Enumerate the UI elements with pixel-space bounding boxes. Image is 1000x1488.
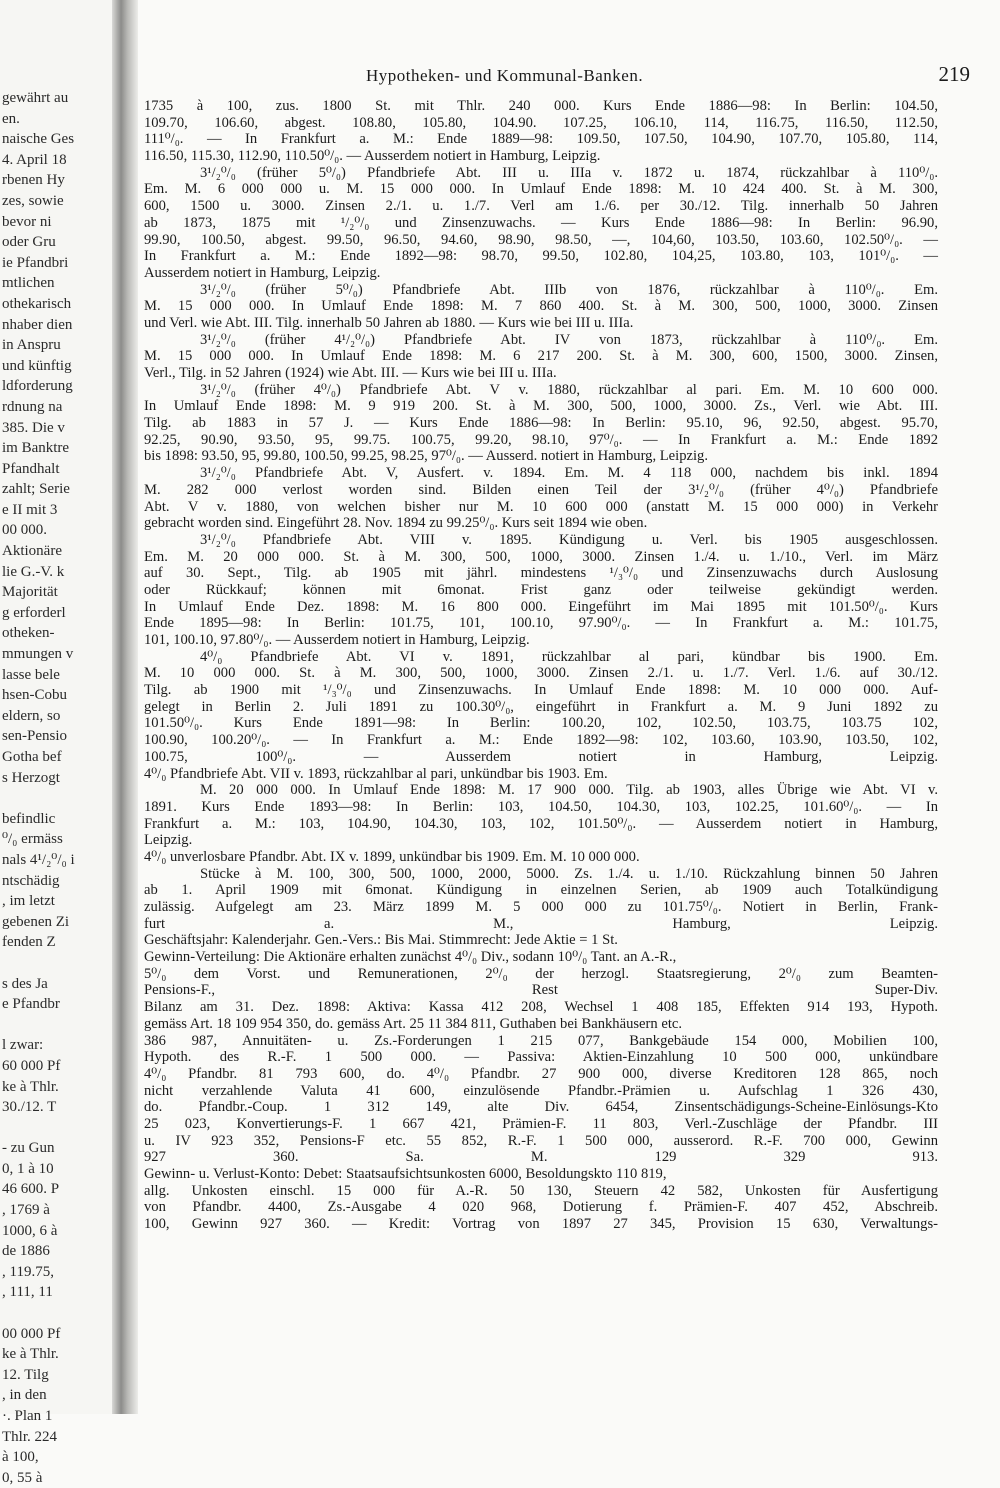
left-page-line: 46 600. P	[2, 1181, 60, 1198]
text-line: In Umlauf Ende 1898: M. 9 919 200. St. à M. 300, 500, 1000, 3000. Zs., Verl. wie Abt. III.	[144, 398, 938, 415]
left-page-line: otheken-	[2, 625, 55, 642]
left-page-line: und künftig	[2, 357, 72, 374]
text-line: Em. M. 6 000 000 u. M. 15 000 000. In Umlauf Ende 1898: M. 10 424 400. St. à M. 300,	[144, 181, 938, 198]
left-page-line: zes, sowie	[2, 192, 64, 209]
text-line: auf 30. Sept., Tilg. ab 1905 mit jährl. mindestens ¹/₃⁰/₀ und Zinsenzuwachs durch Auslosung	[144, 565, 938, 582]
book-gutter	[112, 0, 138, 1414]
left-page-line: 60 000 Pf	[2, 1057, 61, 1074]
text-line: Frankfurt a. M.: 103, 104.90, 104.30, 103, 102, 101.50⁰/₀. — Ausserdem notiert in Hamburg,	[144, 815, 938, 832]
left-page-line: eldern, so	[2, 707, 61, 724]
text-line: Verl., Tilg. in 52 Jahren (1924) wie Abt. III. — Kurs wie bei III u. IIIa.	[144, 365, 557, 381]
left-page-line: 1000, 6 à	[2, 1222, 58, 1239]
text-line: Gewinn- u. Verlust-Konto: Debet: Staatsaufsichtsunkosten 6000, Besoldungskto 110 819,	[144, 1166, 667, 1182]
text-line: 3¹/₂⁰/₀ Pfandbriefe Abt. VIII v. 1895. Kündigung u. Verl. bis 1905 ausgeschlossen.	[200, 531, 938, 548]
text-line: Tilg. ab 1900 mit ¹/₃⁰/₀ und Zinsenzuwachs. In Umlauf Ende 1898: M. 10 000 000. Auf-	[144, 682, 938, 699]
text-line: ab 1. April 1909 mit 6monat. Kündigung in einzelnen Serien, ab 1909 auch Totalkündigung	[144, 882, 938, 899]
left-page-line: Aktionäre	[2, 543, 62, 560]
text-line: 3¹/₂⁰/₀ (früher 4¹/₂⁰/₀) Pfandbriefe Abt. IV von 1873, rückzahlbar à 110⁰/₀. Em.	[200, 331, 938, 348]
left-page-line: befindlic	[2, 810, 56, 827]
text-line: Tilg. ab 1883 in 57 J. — Kurs Ende 1886—98: In Berlin: 95.10, 96, 92.50, abgest. 95.70,	[144, 415, 938, 432]
text-line: Bilanz am 31. Dez. 1898: Aktiva: Kassa 412 208, Wechsel 1 408 185, Effekten 914 193, Hypoth.	[144, 999, 938, 1016]
left-page-line: oder Gru	[2, 234, 56, 251]
text-line: 100, Gewinn 927 360. — Kredit: Vortrag von 1897 27 345, Provision 15 630, Verwaltungs-	[144, 1216, 938, 1233]
left-page-line: gebenen Zi	[2, 913, 70, 930]
text-line: M. 20 000 000. In Umlauf Ende 1898: M. 17 900 000. Tilg. ab 1903, alles Übrige wie Abt. VI v.	[200, 782, 938, 799]
text-line: ab 1873, 1875 mit ¹/₂⁰/₀ und Zinsenzuwachs. — Kurs Ende 1886—98: In Berlin: 96.90,	[144, 214, 938, 231]
left-page-line: , 119.75,	[2, 1263, 54, 1280]
text-line: 92.25, 90.90, 93.50, 95, 99.75. 100.75, 99.20, 98.10, 97⁰/₀. — In Frankfurt a. M.: Ende 1892	[144, 431, 938, 448]
left-page-line: Thlr. 224	[2, 1428, 57, 1445]
left-page-line: Gotha bef	[2, 749, 62, 765]
text-line: 111⁰/₀. — In Frankfurt a. M.: Ende 1889—98: 109.50, 107.50, 104.90, 107.70, 105.80, 114,	[144, 131, 938, 148]
text-line: nicht verzahlende Valuta 41 600, einzulösende Pfandbr.-Prämien u. Aufschlag 1 326 430,	[144, 1082, 938, 1099]
text-line: Geschäftsjahr: Kalenderjahr. Gen.-Vers.: Bis Mai. Stimmrecht: Jede Aktie = 1 St.	[144, 932, 618, 949]
left-page-fragment	[0, 0, 118, 1486]
left-page-line: lasse bele	[2, 666, 60, 683]
text-line: gebracht worden sind. Eingeführt 28. Nov. 1894 zu 99.25⁰/₀. Kurs seit 1894 wie oben.	[144, 515, 648, 532]
text-line: 927 360. Sa. M. 129 329 913.	[144, 1149, 938, 1166]
text-line: 3¹/₂⁰/₀ (früher 5⁰/₀) Pfandbriefe Abt. III u. IIIa v. 1872 u. 1874, rückzahlbar à 110⁰/₀.	[200, 164, 938, 181]
text-line: Abt. V v. 1880, von welchen bisher nur M. 10 600 000 (anstatt M. 15 000 000) in Verkehr	[144, 498, 938, 515]
text-line: zulässig. Aufgelegt am 23. März 1899 M. 5 000 000 zu 101.75⁰/₀. Notiert in Berlin, Frank-	[144, 899, 938, 915]
text-line: Ende 1895—98: In Berlin: 101.75, 101, 100.10, 97.90⁰/₀. — In Frankfurt a. M.: 101.75,	[144, 615, 938, 632]
text-line: 99.90, 100.50, abgest. 99.50, 96.50, 94.60, 98.90, 98.50, —, 104,60, 103.50, 103.60, 102.50⁰/₀. —	[144, 231, 938, 248]
text-line: 100.90, 100.20⁰/₀. — In Frankfurt a. M.: Ende 1892—98: 102, 103.60, 103.90, 103.50, 102,	[144, 732, 938, 749]
text-line: und Verl. wie Abt. III. Tilg. innerhalb 50 Jahren ab 1880. — Kurs wie bei III u. IIIa.	[144, 314, 634, 331]
left-page-line: mmungen v	[2, 646, 74, 663]
text-line: In Frankfurt a. M.: Ende 1892—98: 98.70, 99.50, 102.80, 104,25, 103.80, 103, 101⁰/₀. —	[144, 248, 938, 265]
left-page-line: de 1886	[2, 1243, 50, 1260]
left-page-line: 12. Tilg	[2, 1366, 49, 1383]
left-page-line: ⁰/₀ ermäss	[2, 831, 63, 848]
text-line: M. 15 000 000. In Umlauf Ende 1898: M. 7 860 400. St. à M. 300, 500, 1000, 3000. Zinsen	[144, 298, 938, 315]
text-line: allg. Unkosten einschl. 15 000 für A.-R. 50 130, Steuern 42 582, Unkosten für Ausfertigung	[144, 1182, 938, 1199]
text-line: In Umlauf Ende Dez. 1898: M. 16 800 000. Eingeführt im Mai 1895 mit 101.50⁰/₀. Kurs	[144, 598, 938, 615]
left-page-line: othekarisch	[2, 295, 72, 312]
left-page-line: hsen-Cobu	[2, 687, 67, 704]
left-page-line: l zwar:	[2, 1037, 44, 1054]
text-line: 116.50, 115.30, 112.90, 110.50⁰/₀. — Ausserdem notiert in Hamburg, Leipzig.	[144, 148, 601, 165]
text-line: 5⁰/₀ dem Vorst. und Remunerationen, 2⁰/₀ der herzogl. Staatsregierung, 2⁰/₀ zum Beamten-	[144, 965, 938, 982]
left-page-line: ntschädig	[2, 872, 60, 889]
text-line: M. 10 000 000. St. à M. 300, 500, 1000, 3000. Zinsen 2./1. u. 1./7. Verl. 1./6. auf 30./12.	[144, 665, 938, 682]
left-page-line: rdnung na	[2, 398, 63, 415]
left-page-line: , 1769 à	[2, 1202, 50, 1219]
text-line: oder Rückkauf; können mit 6monat. Frist ganz oder teilweise gekündigt werden.	[144, 581, 938, 598]
text-line: 386 987, Annuitäten- u. Zs.-Forderungen 1 215 077, Bankgebäude 154 000, Mobilien 100,	[144, 1032, 938, 1049]
text-line: 3¹/₂⁰/₀ Pfandbriefe Abt. V, Ausfert. v. 1894. Em. M. 4 118 000, nachdem bis inkl. 1894	[200, 465, 938, 482]
text-line: 101.50⁰/₀. Kurs Ende 1891—98: In Berlin: 100.20, 102, 102.50, 103.75, 103.75 102,	[144, 715, 938, 732]
left-page-line: g erforderl	[2, 604, 66, 621]
left-page-line: s des Ja	[2, 975, 48, 992]
text-line: Em. M. 20 000 000. St. à M. 300, 500, 1000, 3000. Zinsen 1./4. u. 1./10., Verl. im März	[144, 548, 938, 565]
left-page-line: e II mit 3	[2, 501, 58, 518]
text-line: Gewinn-Verteilung: Die Aktionäre erhalten zunächst 4⁰/₀ Div., sodann 10⁰/₀ Tant. an A.-R.,	[144, 949, 677, 966]
body-text	[144, 98, 938, 1233]
text-line: u. IV 923 352, Pensions-F etc. 55 852, R.-F. 1 500 000, ausserord. R.-F. 700 000, Gewinn	[144, 1132, 938, 1149]
left-page-line: ke à Thlr.	[2, 1346, 59, 1363]
left-page-line: ·. Plan 1	[2, 1408, 53, 1424]
left-page-line: 4. April 18	[2, 151, 67, 168]
text-line: 4⁰/₀ unverlosbare Pfandbr. Abt. IX v. 1899, unkündbar bis 1909. Em. M. 10 000 000.	[144, 848, 640, 865]
left-page-line: ke à Thlr.	[2, 1078, 59, 1095]
left-page-line: , 111, 11	[2, 1284, 53, 1301]
text-line: Pensions-F., Rest Super-Div.	[144, 982, 938, 999]
text-line: bis 1898: 93.50, 95, 99.80, 100.50, 99.25, 98.25, 97⁰/₀. — Ausserd. notiert in Hamburg, Leipzig.	[144, 448, 708, 465]
left-page-line: nhaber dien	[2, 316, 73, 333]
left-page-line: im Banktre	[2, 440, 70, 457]
left-page-line: bevor ni	[2, 213, 52, 230]
left-page-line: sen-Pensio	[2, 728, 67, 745]
text-line: Leipzig.	[144, 832, 193, 849]
text-line: 600, 1500 u. 3000. Zinsen 2./1. u. 1./7. Verl am 1./6. per 30./12. Tilg. innerhalb 50 Jahren	[144, 198, 938, 215]
text-line: Stücke à M. 100, 300, 500, 1000, 2000, 5000. Zs. 1./4. u. 1./10. Rückzahlung binnen 50 Jahren	[200, 865, 938, 882]
text-line: 101, 100.10, 97.80⁰/₀. — Ausserdem notiert in Hamburg, Leipzig.	[144, 632, 530, 648]
left-page-line: ldforderung	[2, 378, 73, 395]
left-page-line: rbenen Hy	[2, 172, 65, 189]
left-page-line: naische Ges	[2, 131, 75, 148]
left-page-line: mtlichen	[2, 275, 55, 292]
text-line: do. Pfandbr.-Coup. 1 312 149, alte Div. 6454, Zinsentschädigungs-Scheine-Einlösungs-Kto	[144, 1099, 938, 1116]
left-page-line: e Pfandbr	[2, 996, 60, 1013]
text-line: 25 023, Konvertierungs-F. 1 667 421, Prämien-F. 11 803, Verl.-Zuschläge der Pfandbr. III	[144, 1115, 938, 1132]
left-page-line: lie G.-V. k	[2, 563, 65, 580]
left-page-line: ie Pfandbri	[2, 254, 69, 271]
left-page-line: à 100,	[2, 1449, 39, 1466]
text-line: M. 15 000 000. In Umlauf Ende 1898: M. 6 217 200. St. à M. 300, 600, 1500, 3000. Zinsen,	[144, 348, 938, 365]
left-page-line: s Herzogt	[2, 769, 60, 786]
text-line: M. 282 000 verlost worden sind. Bilden einen Teil der 3¹/₂⁰/₀ (früher 4⁰/₀) Pfandbriefe	[144, 481, 938, 498]
text-line: 4⁰/₀ Pfandbr. 81 793 600, do. 4⁰/₀ Pfandbr. 27 900 000, diverse Kreditoren 128 865, noch	[144, 1065, 938, 1082]
text-line: 3¹/₂⁰/₀ (früher 5⁰/₀) Pfandbriefe Abt. IIIb von 1876, rückzahlbar à 110⁰/₀. Em.	[200, 281, 938, 298]
text-line: Hypoth. des R.-F. 1 500 000. — Passiva: Aktien-Einzahlung 10 500 000, unkündbare	[144, 1049, 938, 1066]
left-page-line: 385. Die v	[2, 419, 65, 436]
left-page-line: fenden Z	[2, 934, 56, 951]
left-page-line: , im letzt	[2, 893, 55, 910]
text-line: 3¹/₂⁰/₀ (früher 4⁰/₀) Pfandbriefe Abt. V v. 1880, rückzahlbar al pari. Em. M. 10 600 000.	[200, 381, 938, 398]
left-page-line: 00 000 Pf	[2, 1325, 61, 1342]
left-page-line: 0, 1 à 10	[2, 1160, 54, 1177]
left-page-line: Majorität	[2, 584, 58, 601]
text-line: 109.70, 106.60, abgest. 108.80, 105.80, 104.90. 107.25, 106.10, 114, 116.75, 116.50, 112.50,	[144, 114, 938, 131]
left-page-line: 0, 55 à	[2, 1469, 43, 1486]
text-line: 1735 à 100, zus. 1800 St. mit Thlr. 240 000. Kurs Ende 1886—98: In Berlin: 104.50,	[144, 98, 938, 114]
left-page-line: - zu Gun	[2, 1140, 55, 1157]
text-line: gelegt in Berlin 2. Juli 1891 zu 100.30⁰/₀, eingeführt in Frankfurt a. M. 9 Juni 1892 zu	[144, 698, 938, 715]
left-page-line: zahlt; Serie	[2, 481, 70, 498]
left-page-line: gewährt au	[2, 90, 69, 106]
right-page	[138, 0, 1000, 1414]
left-page-line: en.	[2, 110, 20, 127]
text-line: Ausserdem notiert in Hamburg, Leipzig.	[144, 264, 381, 281]
text-line: 4⁰/₀ Pfandbriefe Abt. VI v. 1891, rückzahlbar al pari, kündbar bis 1900. Em.	[200, 648, 938, 665]
text-line: furt a. M., Hamburg, Leipzig.	[144, 915, 938, 932]
left-page-line: nals 4¹/₂⁰/₀ i	[2, 851, 75, 868]
left-page-line: , in den	[2, 1387, 47, 1404]
left-page-line: Pfandhalt	[2, 460, 60, 477]
left-page-line: 30./12. T	[2, 1099, 57, 1116]
running-head: Hypotheken- und Kommunal-Banken.	[366, 66, 644, 85]
left-page-line: 00 000.	[2, 522, 47, 539]
left-page-line: in Anspru	[2, 337, 61, 354]
page-number: 219	[938, 62, 970, 86]
text-line: von Pfandbr. 4400, Zs.-Ausgabe 4 020 968, Dotierung f. Prämien-F. 407 452, Abschreib.	[144, 1199, 938, 1216]
text-line: 4⁰/₀ Pfandbriefe Abt. VII v. 1893, rückzahlbar al pari, unkündbar bis 1903. Em.	[144, 765, 608, 782]
text-line: 1891. Kurs Ende 1893—98: In Berlin: 103, 104.50, 104.30, 103, 102.25, 101.60⁰/₀. — In	[144, 798, 938, 815]
text-line: gemäss Art. 18 109 954 350, do. gemäss Art. 25 11 384 811, Guthaben bei Bankhäusern etc.	[144, 1015, 682, 1032]
text-line: 100.75, 100⁰/₀. — Ausserdem notiert in Hamburg, Leipzig.	[144, 748, 938, 765]
